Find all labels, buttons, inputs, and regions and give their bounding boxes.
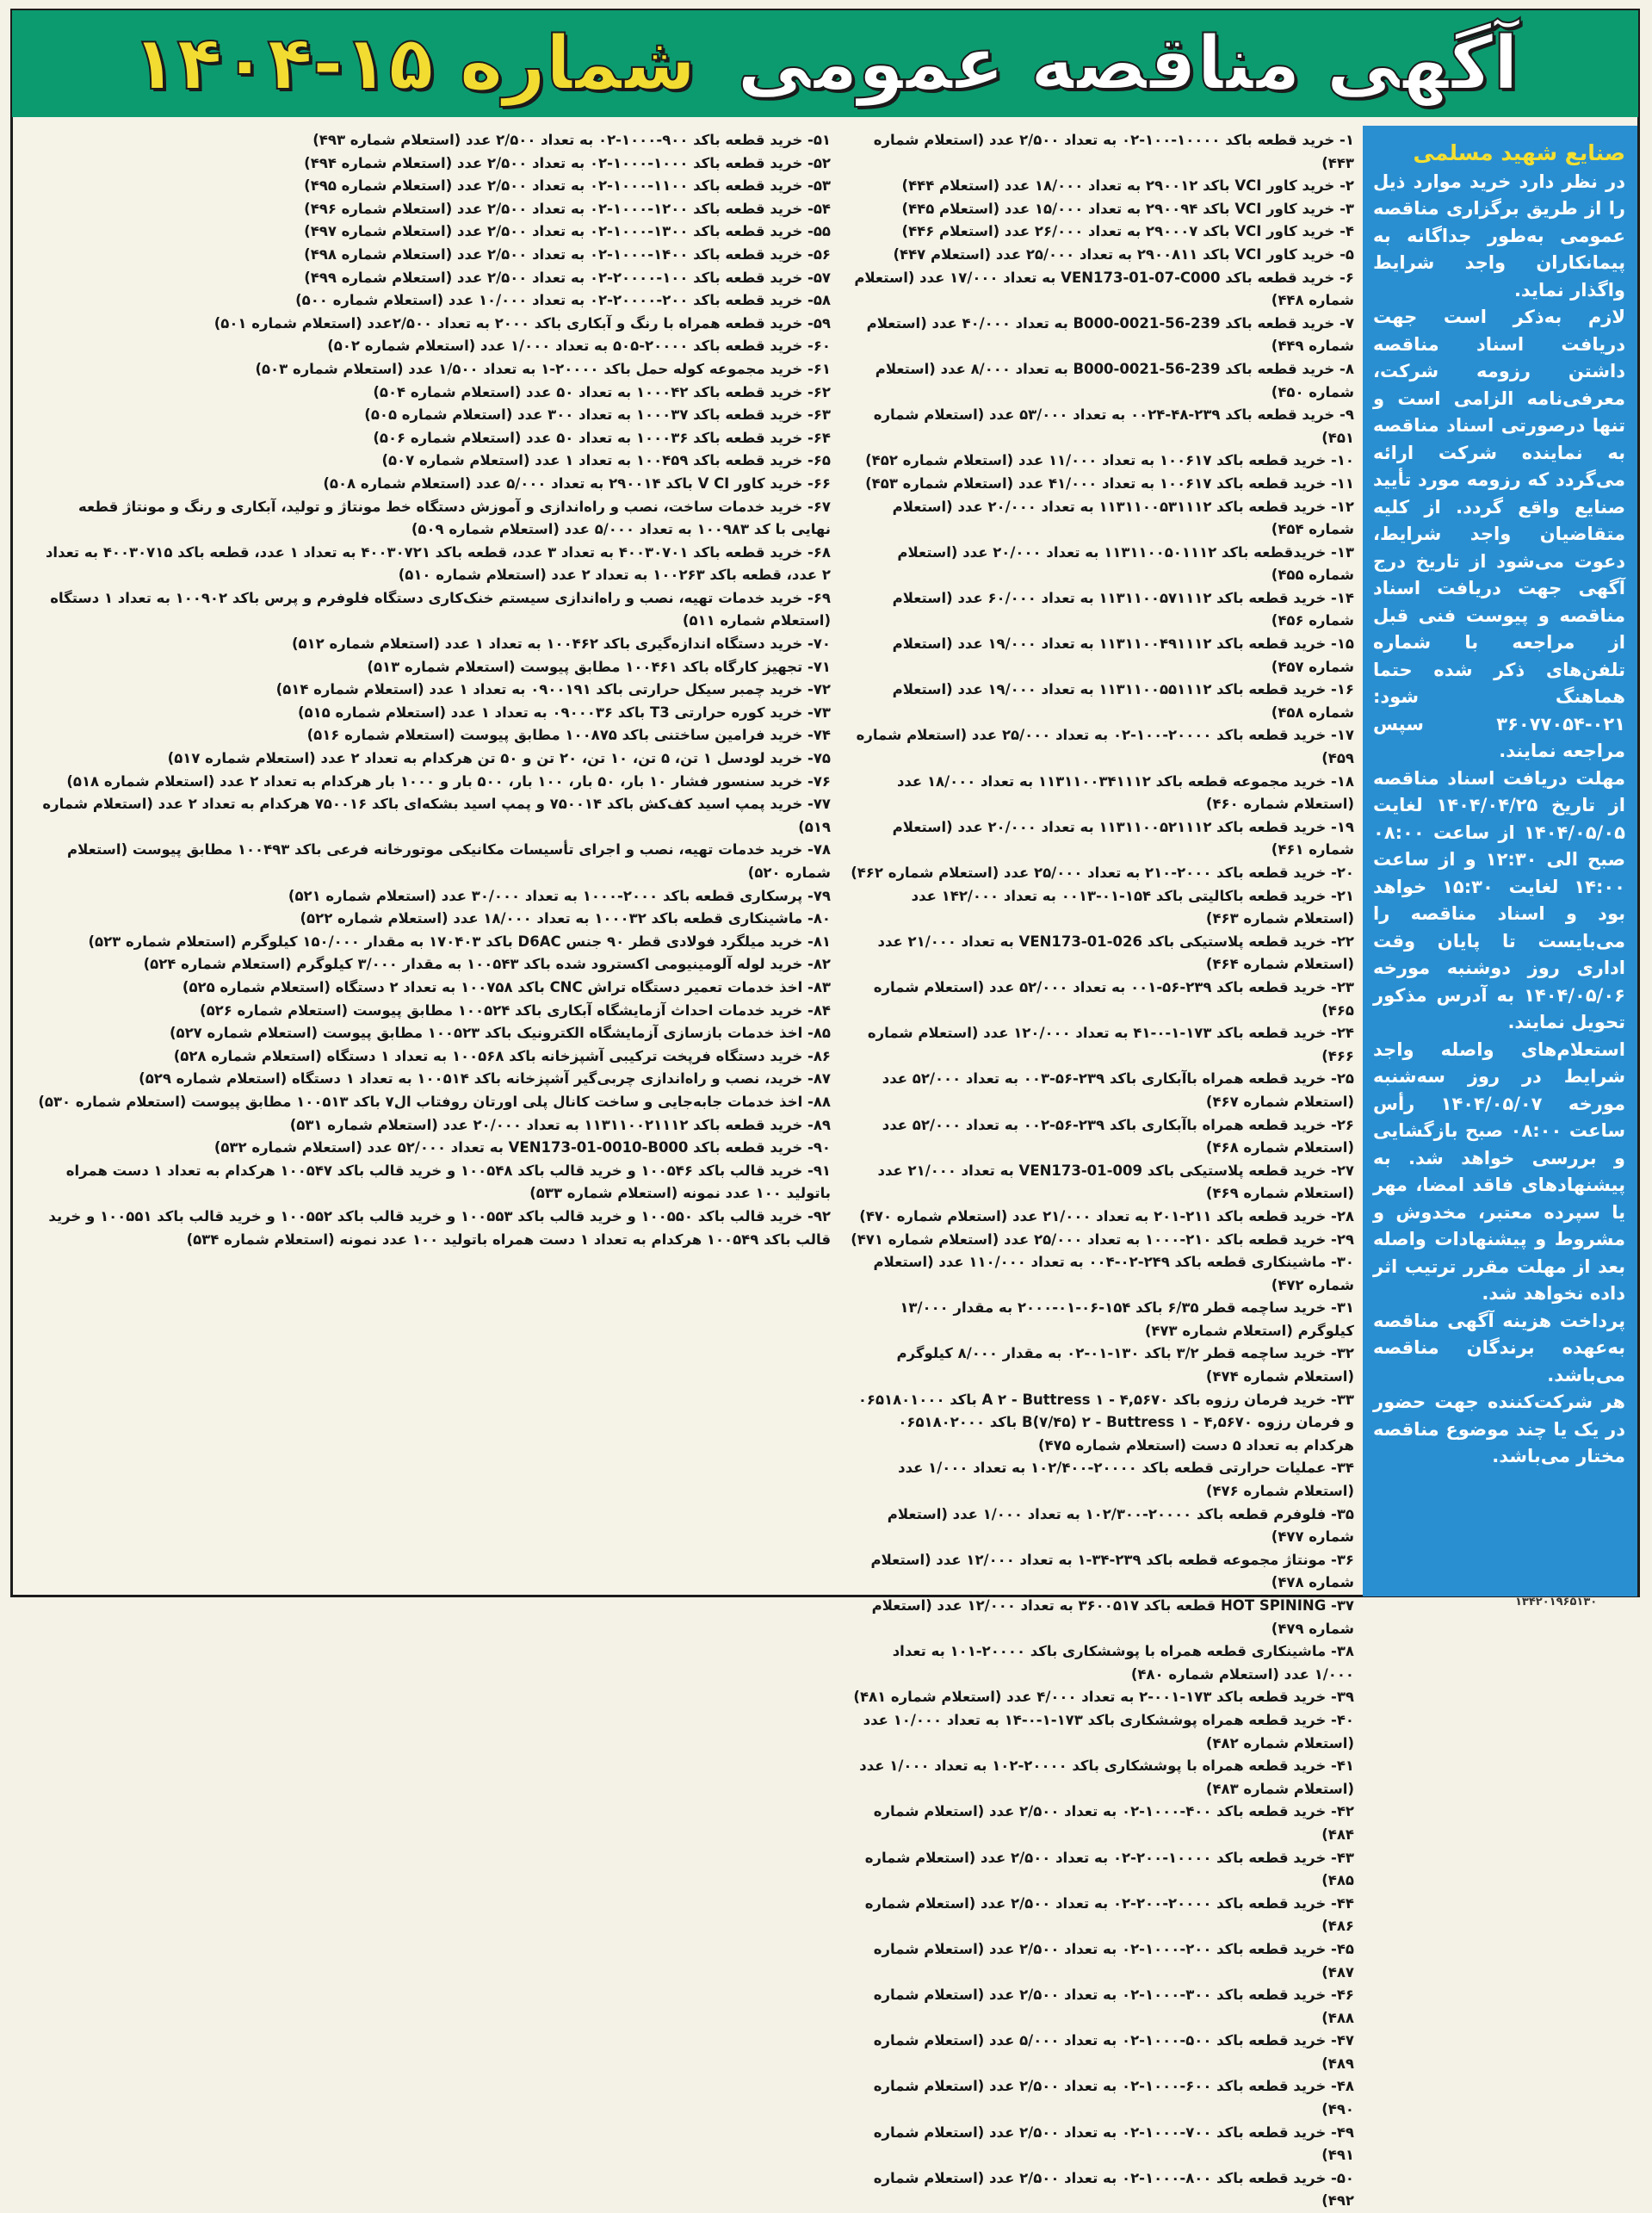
tender-item: ۳۳- خرید فرمان رزوه باکد A ۲ - Buttress ۱ - ۴,۵۶۷۰ باکد ۰۶۵۱۸۰۱۰۰۰ و فرمان رزوه B(۷/۴۵) ۲ - Buttress ۱ - ۴,۵۶۷۰ باکد ۰۶۵۱۸۰۲۰۰۰ هرکدام به تعداد ۵ دست (استعلام شماره ۴۷۵) [857, 1391, 1354, 1454]
tender-item: ۴۴- خرید قطعه باکد ۲۰۰۰۰-۲۰۰-۰۲ به تعداد ۲/۵۰۰ عدد (استعلام شماره ۴۸۶) [864, 1894, 1354, 1935]
tender-item: ۶۰- خرید قطعه باکد ۲۰۰۰۰-۵۰۵ به تعداد ۱/۰۰۰ عدد (استعلام شماره ۵۰۲) [327, 338, 831, 355]
tender-item: ۸۵- اخذ خدمات بازسازی آزمایشگاه الکترونیک باکد ۱۰۰۵۲۳ مطابق پیوست (استعلام شماره ۵۲۷) [169, 1025, 831, 1042]
tender-item: ۴۸- خرید قطعه باکد ۶۰۰-۱۰۰۰-۰۲ به تعداد ۲/۵۰۰ عدد (استعلام شماره ۴۹۰) [873, 2078, 1354, 2118]
tender-item: ۷۱- تجهیز کارگاه باکد ۱۰۰۴۶۱ مطابق پیوست (استعلام شماره ۵۱۳) [367, 658, 831, 675]
notice-cost: پرداخت هزینه آگهی مناقصه به‌عهده برندگان مناقصه می‌باشد. [1373, 1310, 1625, 1385]
tender-item: ۵- خرید کاور VCI باکد ۲۹۰۰۸۱۱ به تعداد ۲۵/۰۰۰ عدد (استعلام ۴۴۷) [893, 245, 1354, 263]
tender-item: ۳- خرید کاور VCI باکد ۲۹۰۰۹۴ به تعداد ۱۵/۰۰۰ عدد (استعلام ۴۴۵) [901, 200, 1354, 217]
tender-item: ۴۷- خرید قطعه باکد ۵۰۰-۱۰۰۰-۰۲ به تعداد ۵/۰۰۰ عدد (استعلام شماره ۴۸۹) [873, 2032, 1354, 2072]
tender-item: ۲- خرید کاور VCI باکد ۲۹۰۰۱۲ به تعداد ۱۸/۰۰۰ عدد (استعلام ۴۴۴) [901, 177, 1354, 195]
tender-item: ۸۴- خرید خدمات احداث آزمایشگاه آبکاری باکد ۱۰۰۵۲۴ مطابق پیوست (استعلام شماره ۵۲۶) [200, 1001, 831, 1019]
tender-item: ۷۵- خرید لودسل ۱ تن، ۵ تن، ۱۰ تن، ۲۰ تن و ۵۰ تن هرکدام به تعداد ۲ عدد (استعلام شماره ۵۱۷) [167, 750, 831, 767]
tender-item: ۷۶- خرید سنسور فشار ۱۰ بار، ۵۰ بار، ۱۰۰ بار، ۵۰۰ بار و ۱۰۰۰ بار هرکدام به تعداد ۲ عدد (استعلام شماره ۵۱۸) [66, 772, 831, 790]
tender-item: ۳۶- مونتاژ مجموعه قطعه باکد ۲۳۹-۳۴-۱ به تعداد ۱۲/۰۰۰ عدد (استعلام شماره ۴۷۸) [870, 1551, 1354, 1591]
tender-item: ۷۷- خرید پمپ اسید کف‌کش باکد ۷۵۰۰۱۴ و پمپ اسید بشکه‌ای باکد ۷۵۰۰۱۶ هرکدام به تعداد ۲ عدد (استعلام شماره ۵۱۹) [42, 796, 831, 835]
tender-item: ۶۱- خرید مجموعه کوله حمل باکد ۲۰۰۰۰-۱ به تعداد ۱/۵۰۰ عدد (استعلام شماره ۵۰۳) [255, 360, 831, 377]
tender-item: ۵۸- خرید قطعه باکد ۲۰۰-۲۰۰۰۰-۰۲ به تعداد ۱۰/۰۰۰ عدد (استعلام شماره ۵۰۰) [295, 292, 831, 309]
tender-item: ۳۹- خرید قطعه باکد ۱۷۳-۰۰۱-۲ به تعداد ۴/۰۰۰ عدد (استعلام شماره ۴۸۱) [853, 1689, 1354, 1706]
tender-number: شماره ۱۵-۱۴۰۴ [132, 21, 696, 107]
tender-item: ۴۲- خرید قطعه باکد ۴۰۰-۱۰۰۰-۰۲ به تعداد ۲/۵۰۰ عدد (استعلام شماره ۴۸۴) [873, 1803, 1354, 1843]
tender-item: ۳۱- خرید ساچمه قطر ۶/۳۵ باکد ۱۵۴-۰۶-۰۱-۲۰۰۰ به مقدار ۱۳/۰۰۰ کیلوگرم (استعلام شماره ۴۷۳) [900, 1299, 1354, 1339]
tender-item: ۵۱- خرید قطعه باکد ۹۰۰-۱۰۰۰-۰۲ به تعداد ۲/۵۰۰ عدد (استعلام شماره ۴۹۳) [312, 132, 831, 148]
tender-item: ۱۳- خریدقطعه باکد ۱۱۳۱۱۰۰۵۰۱۱۱۲ به تعداد ۲۰/۰۰۰ عدد (استعلام شماره ۴۵۵) [897, 543, 1354, 584]
tender-item: ۲۰- خرید قطعه باکد ۲۰۰۰-۲۱۰ به تعداد ۲۵/۰۰۰ عدد (استعلام شماره ۴۶۲) [851, 865, 1354, 881]
tender-item: ۸۲- خرید لوله آلومینیومی اکسترود شده باکد ۱۰۰۵۴۳ به مقدار ۳/۰۰۰ کیلوگرم (استعلام شماره ۵۲۴) [143, 956, 831, 973]
notice-intro: در نظر دارد خرید موارد ذیل را از طریق برگزاری مناقصه عمومی به‌طور جداگانه به پیمانکاران واجد شرایط واگذار نماید. [1373, 170, 1625, 301]
title-text: آگهی مناقصه عمومی [737, 21, 1519, 107]
tender-item: ۵۶- خرید قطعه باکد ۱۴۰۰-۱۰۰۰-۰۲ به تعداد ۲/۵۰۰ عدد (استعلام شماره ۴۹۸) [304, 245, 831, 263]
tender-item: ۶۲- خرید قطعه باکد ۱۰۰۰۴۲ به تعداد ۵۰ عدد (استعلام شماره ۵۰۴) [373, 383, 831, 400]
tender-item: ۱- خرید قطعه باکد ۱۰۰۰۰-۱۰۰-۰۲ به تعداد ۲/۵۰۰ عدد (استعلام شماره ۴۴۳) [873, 132, 1354, 171]
tender-item: ۲۵- خرید قطعه همراه باآبکاری باکد ۲۳۹-۵۶-۰۰۳ به تعداد ۵۲/۰۰۰ عدد (استعلام شماره ۴۶۷) [882, 1070, 1354, 1110]
notice-participation: هر شرکت‌کننده جهت حضور در یک یا چند موضوع مناقصه مختار می‌باشد. [1373, 1392, 1625, 1466]
items-column-left [34, 129, 831, 1251]
tender-item: ۸۹- خرید قطعه باکد ۱۱۳۱۱۰۰۲۱۱۱۲ به تعداد ۲۰/۰۰۰ عدد (استعلام شماره ۵۳۱) [289, 1116, 831, 1133]
notice-requirements: لازم به‌ذکر است جهت دریافت اسناد مناقصه داشتن رزومه شرکت، معرفی‌نامه الزامی است و تنها درصورتی اسناد مناقصه به نماینده شرکت ارائه می‌گردد که رزومه مورد تأیید صنایع واقع گردد. از کلیه متقاضیان واجد شرایط، دعوت می‌شود از تاریخ درج آگهی جهت دریافت اسناد مناقصه و پیوست فنی قبل از مراجعه با شماره تلفن‌های ذکر شده حتما هماهنگ شود: ۰۲۱-۳۶۰۷۷۰۵۴ سپس مراجعه نمایند. [1373, 307, 1625, 761]
tender-item: ۴۰- خرید قطعه همراه پوششکاری باکد ۱۷۳-۱-۰-۱۴ به تعداد ۱۰/۰۰۰ عدد (استعلام شماره ۴۸۲) [863, 1711, 1354, 1751]
tender-item: ۴۶- خرید قطعه باکد ۳۰۰-۱۰۰۰-۰۲ به تعداد ۲/۵۰۰ عدد (استعلام شماره ۴۸۸) [873, 1987, 1354, 2026]
tender-item: ۴۳- خرید قطعه باکد ۱۰۰۰۰-۲۰۰-۰۲ به تعداد ۲/۵۰۰ عدد (استعلام شماره ۴۸۵) [864, 1849, 1354, 1889]
tender-item: ۲۴- خرید قطعه باکد ۱۷۳-۱-۰-۴۱ به تعداد ۱۲۰/۰۰۰ عدد (استعلام شماره ۴۶۶) [867, 1025, 1354, 1064]
tender-item: ۸- خرید قطعه باکد 239-56-0021-B000 به تعداد ۸/۰۰۰ عدد (استعلام شماره ۴۵۰) [875, 360, 1354, 400]
tender-item: ۲۸- خرید قطعه باکد ۲۱۱-۲۰۱ به تعداد ۲۱/۰۰۰ عدد (استعلام شماره ۴۷۰) [859, 1207, 1354, 1224]
tender-item: ۲۹- خرید قطعه باکد ۲۱۰-۱۰۰۰ به تعداد ۲۵/۰۰۰ عدد (استعلام شماره ۴۷۱) [851, 1230, 1354, 1248]
tender-item: ۷۲- خرید چمبر سیکل حرارتی باکد ۰۹۰۰۱۹۱ به تعداد ۱ عدد (استعلام شماره ۵۱۴) [275, 681, 831, 698]
notice-deadline: مهلت دریافت اسناد مناقصه از تاریخ ۱۴۰۴/۰۴/۲۵ لغایت ۱۴۰۴/۰۵/۰۵ از ساعت ۰۸:۰۰ صبح الی ۱۲:۳۰ و از ساعت ۱۴:۰۰ لغایت ۱۵:۳۰ خواهد بود و اسناد مناقصه را می‌بایست تا پایان وقت اداری روز دوشنبه مورخه ۱۴۰۴/۰۵/۰۶ به آدرس مذکور تحویل نمایند. [1373, 767, 1625, 1032]
tender-item: ۵۵- خرید قطعه باکد ۱۳۰۰-۱۰۰۰-۰۲ به تعداد ۲/۵۰۰ عدد (استعلام شماره ۴۹۷) [304, 223, 831, 240]
tender-item: ۲۷- خرید قطعه پلاستیکی باکد VEN173-01-009 به تعداد ۲۱/۰۰۰ عدد (استعلام شماره ۴۶۹) [877, 1162, 1354, 1202]
tender-item: ۹- خرید قطعه باکد ۲۳۹-۴۸-۰۰۲۴ به تعداد ۵۳/۰۰۰ عدد (استعلام شماره ۴۵۱) [873, 406, 1354, 446]
tender-item: ۲۳- خرید قطعه باکد ۲۳۹-۵۶-۰۰۱ به تعداد ۵۲/۰۰۰ عدد (استعلام شماره ۴۶۵) [873, 978, 1354, 1019]
tender-item: ۸۶- خرید دستگاه فرپخت ترکیبی آشپزخانه باکد ۱۰۰۵۶۸ به تعداد ۱ دستگاه (استعلام شماره ۵۲۸) [173, 1047, 831, 1064]
tender-item: ۱۷- خرید قطعه باکد ۲۰۰۰۰-۱۰۰-۰۲ به تعداد ۲۵/۰۰۰ عدد (استعلام شماره ۴۵۹) [856, 727, 1354, 767]
tender-item: ۶۷- خرید خدمات ساخت، نصب و راه‌اندازی و آموزش دستگاه خط مونتاژ و تولید، آبکاری و رنگ و مونتاژ قطعه نهایی با کد ۱۰۰۹۸۳ به تعداد ۵/۰۰۰ عدد (استعلام شماره ۵۰۹) [78, 498, 831, 538]
tender-item: ۵۲- خرید قطعه باکد ۱۰۰۰-۱۰۰۰-۰۲ به تعداد ۲/۵۰۰ عدد (استعلام شماره ۴۹۴) [304, 154, 831, 171]
tender-item: ۵۷- خرید قطعه باکد ۱۰۰-۲۰۰۰۰-۰۲ به تعداد ۲/۵۰۰ عدد (استعلام شماره ۴۹۹) [304, 269, 831, 286]
tender-item: ۲۶- خرید قطعه همراه باآبکاری باکد ۲۳۹-۵۶-۰۰۲ به تعداد ۵۲/۰۰۰ عدد (استعلام شماره ۴۶۸) [882, 1116, 1354, 1156]
items-column-right [848, 129, 1354, 2213]
tender-item: ۶۶- خرید کاور V CI باکد ۲۹۰۰۱۴ به تعداد ۵/۰۰۰ عدد (استعلام شماره ۵۰۸) [323, 474, 831, 492]
company-name: صنایع شهید مسلمی [1413, 140, 1625, 165]
tender-item: ۳۵- فلوفرم قطعه باکد ۲۰۰۰۰-۱۰۲/۳۰۰ به تعداد ۱/۰۰۰ عدد (استعلام شماره ۴۷۷) [887, 1505, 1354, 1546]
tender-item: ۷۴- خرید فرامین ساختنی باکد ۱۰۰۸۷۵ مطابق پیوست (استعلام شماره ۵۱۶) [306, 727, 831, 744]
tender-item: ۳۰- ماشینکاری قطعه باکد ۲۴۹-۰۲-۰۰۴ به تعداد ۱۱۰/۰۰۰ عدد (استعلام شماره ۴۷۲) [873, 1254, 1354, 1293]
tender-item: ۸۰- ماشینکاری قطعه باکد ۱۰۰۰۳۲ به تعداد ۱۸/۰۰۰ عدد (استعلام شماره ۵۲۲) [300, 910, 831, 927]
tender-item: ۵۹- خرید قطعه همراه با رنگ و آبکاری باکد ۲۰۰۰ به تعداد ۲/۵۰۰عدد (استعلام شماره ۵۰۱) [213, 314, 831, 332]
tender-item: ۹۱- خرید قالب باکد ۱۰۰۵۴۶ و خرید قالب باکد ۱۰۰۵۴۸ و خرید قالب باکد ۱۰۰۵۴۷ هرکدام به تعداد ۱ دست همراه باتولید ۱۰۰ عدد نمونه (استعلام شماره ۵۳۳) [65, 1162, 831, 1202]
tender-item: ۸۸- اخذ خدمات جابه‌جایی و ساخت کانال پلی اورتان روفتاب ال۷ باکد ۱۰۰۵۱۳ مطابق پیوست (استعلام شماره ۵۳۰) [38, 1093, 831, 1110]
tender-item: ۲۱- خرید قطعه باکالیتی باکد ۱۵۴-۰۱-۰۰۱۳ به تعداد ۱۴۲/۰۰۰ عدد (استعلام شماره ۴۶۳) [911, 887, 1354, 927]
tender-item: ۹۰- خرید قطعه باکد VEN173-01-0010-B000 به تعداد ۵۲/۰۰۰ عدد (استعلام شماره ۵۳۲) [213, 1139, 831, 1156]
tender-item: ۱۶- خرید قطعه باکد ۱۱۳۱۱۰۰۵۵۱۱۱۲ به تعداد ۱۹/۰۰۰ عدد (استعلام شماره ۴۵۸) [892, 681, 1354, 721]
tender-item: ۸۱- خرید میلگرد فولادی قطر ۹۰ جنس D6AC باکد ۱۷۰۴۰۳ به مقدار ۱۵۰/۰۰۰ کیلوگرم (استعلام شماره ۵۲۳) [88, 933, 831, 950]
tender-item: ۴- خرید کاور VCI باکد ۲۹۰۰۰۷ به تعداد ۲۶/۰۰۰ عدد (استعلام ۴۴۶) [901, 223, 1354, 240]
tender-item: ۳۲- خرید ساچمه قطر ۳/۲ باکد ۱۳۰-۰۱-۰۲ به مقدار ۸/۰۰۰ کیلوگرم (استعلام شماره ۴۷۴) [896, 1345, 1354, 1385]
tender-item: ۶- خرید قطعه باکد VEN173-01-07-C000 به تعداد ۱۷/۰۰۰ عدد (استعلام شماره ۴۴۸) [854, 269, 1354, 309]
tender-item: ۱۹- خرید قطعه باکد ۱۱۳۱۱۰۰۵۲۱۱۱۲ به تعداد ۲۰/۰۰۰ عدد (استعلام شماره ۴۶۱) [892, 818, 1354, 859]
tender-item: ۷۸- خرید خدمات تهیه، نصب و اجرای تأسیسات مکانیکی موتورخانه فرعی باکد ۱۰۰۴۹۳ مطابق پیوست (استعلام شماره ۵۲۰) [67, 841, 831, 881]
sidebar-notice [1363, 126, 1637, 1596]
ad-title [132, 10, 1519, 117]
tender-item: ۸۳- اخذ خدمات تعمیر دستگاه تراش CNC باکد ۱۰۰۷۵۸ به تعداد ۲ دستگاه (استعلام شماره ۵۲۵) [182, 978, 831, 995]
tender-item: ۱۰- خرید قطعه باکد ۱۰۰۶۱۷ به تعداد ۱۱/۰۰۰ عدد (استعلام شماره ۴۵۲) [865, 452, 1354, 469]
tender-item: ۹۲- خرید قالب باکد ۱۰۰۵۵۰ و خرید قالب باکد ۱۰۰۵۵۳ و خرید قالب باکد ۱۰۰۵۵۲ و خرید قالب باکد ۱۰۰۵۵۱ و خرید قالب باکد ۱۰۰۵۴۹ هرکدام به تعداد ۱ دست همراه باتولید ۱۰۰ عدد نمونه (استعلام شماره ۵۳۴) [48, 1207, 831, 1248]
tender-item: ۱۵- خرید قطعه باکد ۱۱۳۱۱۰۰۴۹۱۱۱۲ به تعداد ۱۹/۰۰۰ عدد (استعلام شماره ۴۵۷) [892, 635, 1354, 675]
tender-item: ۷۳- خرید کوره حرارتی T3 باکد ۰۹۰۰۰۳۶ به تعداد ۱ عدد (استعلام شماره ۵۱۵) [297, 704, 831, 721]
tender-item: ۴۵- خرید قطعه باکد ۲۰۰-۱۰۰۰-۰۲ به تعداد ۲/۵۰۰ عدد (استعلام شماره ۴۸۷) [873, 1940, 1354, 1981]
tender-item: ۵۴- خرید قطعه باکد ۱۲۰۰-۱۰۰۰-۰۲ به تعداد ۲/۵۰۰ عدد (استعلام شماره ۴۹۶) [304, 200, 831, 217]
tender-item: ۶۳- خرید قطعه باکد ۱۰۰۰۳۷ به تعداد ۳۰۰ عدد (استعلام شماره ۵۰۵) [364, 406, 831, 424]
tender-item: ۳۴- عملیات حرارتی قطعه باکد ۲۰۰۰۰-۱۰۲/۴۰۰ به تعداد ۱/۰۰۰ عدد (استعلام شماره ۴۷۶) [898, 1460, 1354, 1500]
tender-item: ۷- خرید قطعه باکد 239-56-0021-B000 به تعداد ۴۰/۰۰۰ عدد (استعلام شماره ۴۴۹) [866, 314, 1354, 355]
tender-item: ۱۴- خرید قطعه باکد ۱۱۳۱۱۰۰۵۷۱۱۱۲ به تعداد ۶۰/۰۰۰ عدد (استعلام شماره ۴۵۶) [892, 589, 1354, 629]
tender-item: ۴۹- خرید قطعه باکد ۷۰۰-۱۰۰۰-۰۲ به تعداد ۲/۵۰۰ عدد (استعلام شماره ۴۹۱) [873, 2123, 1354, 2164]
tender-item: ۵۳- خرید قطعه باکد ۱۱۰۰-۱۰۰۰-۰۲ به تعداد ۲/۵۰۰ عدد (استعلام شماره ۴۹۵) [304, 177, 831, 195]
tender-item: ۸۷- خرید، نصب و راه‌اندازی چربی‌گیر آشپزخانه باکد ۱۰۰۵۱۴ به تعداد ۱ دستگاه (استعلام شماره ۵۲۹) [139, 1070, 831, 1088]
tender-item: ۷۰- خرید دستگاه اندازه‌گیری باکد ۱۰۰۴۶۲ به تعداد ۱ عدد (استعلام شماره ۵۱۲) [291, 635, 831, 653]
tender-item: ۶۹- خرید خدمات تهیه، نصب و راه‌اندازی سیستم خنک‌کاری دستگاه فلوفرم و پرس باکد ۱۰۰۹۰۲ به تعداد ۱ دستگاه (استعلام شماره ۵۱۱) [50, 589, 831, 629]
tender-item: ۳۷- HOT SPINING قطعه باکد ۳۶۰۰۵۱۷ به تعداد ۱۲/۰۰۰ عدد (استعلام شماره ۴۷۹) [871, 1597, 1354, 1637]
tender-item: ۶۵- خرید قطعه باکد ۱۰۰۴۵۹ به تعداد ۱ عدد (استعلام شماره ۵۰۷) [381, 452, 831, 469]
tender-item: ۷۹- پرسکاری قطعه باکد ۲۰۰۰-۱۰۰۰ به تعداد ۳۰/۰۰۰ عدد (استعلام شماره ۵۲۱) [288, 887, 831, 904]
tender-item: ۳۸- ماشینکاری قطعه همراه با پوششکاری باکد ۲۰۰۰۰-۱۰۱ به تعداد ۱/۰۰۰ عدد (استعلام شماره ۴۸۰) [892, 1643, 1354, 1683]
tender-item: ۲۲- خرید قطعه پلاستیکی باکد VEN173-01-026 به تعداد ۲۱/۰۰۰ عدد (استعلام شماره ۴۶۴) [877, 933, 1354, 973]
tender-item: ۴۱- خرید قطعه همراه با پوششکاری باکد ۲۰۰۰۰-۱۰۲ به تعداد ۱/۰۰۰ عدد (استعلام شماره ۴۸۳) [859, 1757, 1354, 1797]
tender-item: ۵۰- خرید قطعه باکد ۸۰۰-۱۰۰۰-۰۲ به تعداد ۲/۵۰۰ عدد (استعلام شماره ۴۹۲) [873, 2169, 1354, 2210]
tender-item: ۱۱- خرید قطعه باکد ۱۰۰۶۱۷ به تعداد ۴۱/۰۰۰ عدد (استعلام شماره ۴۵۳) [865, 474, 1354, 492]
tender-item: ۶۸- خرید قطعه باکد ۴۰۰۳۰۷۰۱ به تعداد ۳ عدد، قطعه باکد ۴۰۰۳۰۷۲۱ به تعداد ۱ عدد، قطعه باکد ۴۰۰۳۰۷۱۵ به تعداد ۲ عدد، قطعه باکد ۱۰۰۲۶۳ به تعداد ۲ عدد (استعلام شماره ۵۱۰) [45, 543, 831, 584]
footer-code: ۱۳۴۲۰۱۹۶۵۱۳۰ [1515, 1596, 1598, 1609]
ad-header [12, 10, 1638, 117]
tender-item: ۱۲- خرید قطعه باکد ۱۱۳۱۱۰۰۵۳۱۱۱۲ به تعداد ۲۰/۰۰۰ عدد (استعلام شماره ۴۵۴) [892, 498, 1354, 538]
notice-opening: استعلام‌های واصله واجد شرایط در روز سه‌شنبه مورخه ۱۴۰۴/۰۵/۰۷ رأس ساعت ۰۸:۰۰ صبح بازگشایی و بررسی خواهد شد. به پیشنهادهای فاقد امضا، مهر یا سپرده معتبر، مخدوش و مشروط و پیشنهادات واصله بعد از مهلت مقرر ترتیب اثر داده نخواهد شد. [1373, 1038, 1625, 1304]
tender-item: ۱۸- خرید مجموعه قطعه باکد ۱۱۳۱۱۰۰۳۴۱۱۱۲ به تعداد ۱۸/۰۰۰ عدد (استعلام شماره ۴۶۰) [896, 772, 1354, 813]
tender-item: ۶۴- خرید قطعه باکد ۱۰۰۰۳۶ به تعداد ۵۰ عدد (استعلام شماره ۵۰۶) [373, 429, 831, 446]
